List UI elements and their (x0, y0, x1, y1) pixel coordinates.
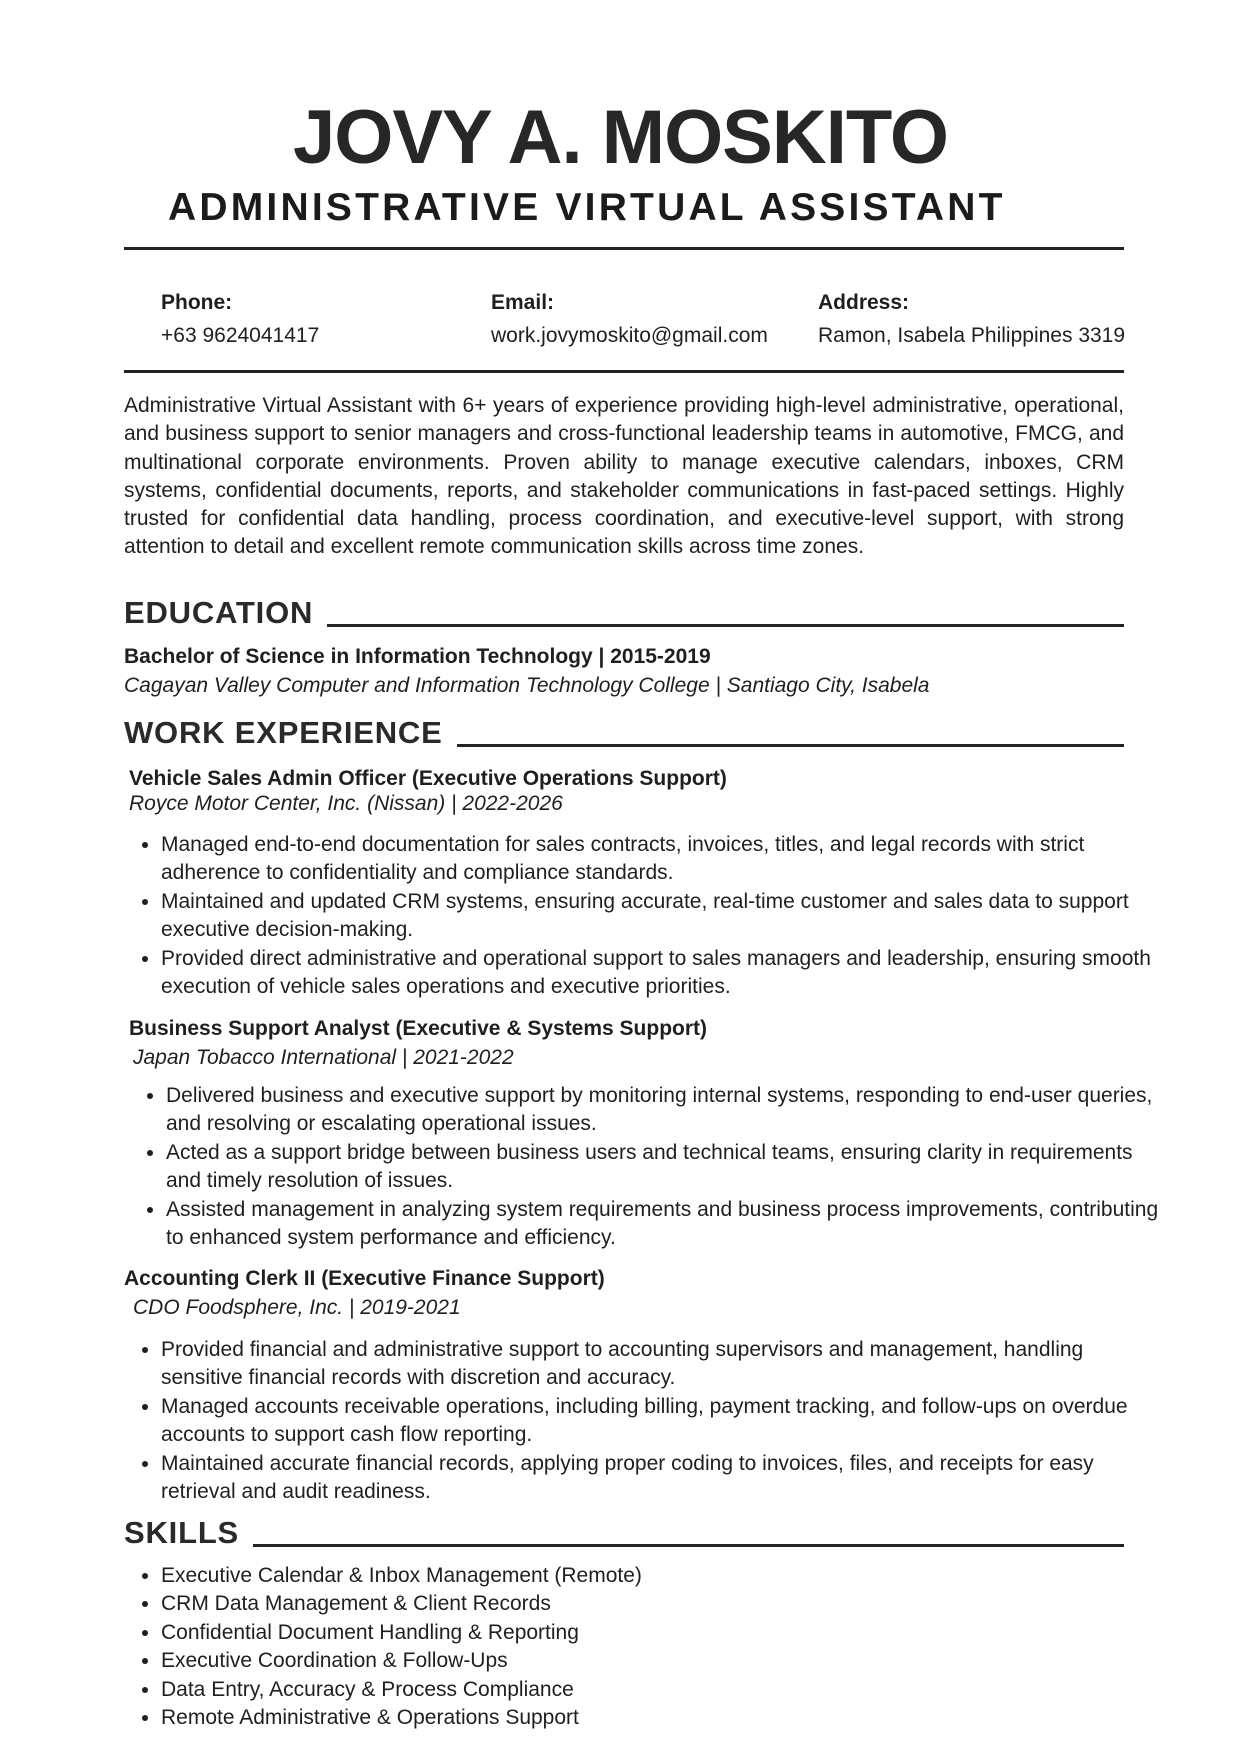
job-bullets (124, 831, 1151, 1001)
job-company: Royce Motor Center, Inc. (Nissan) | 2022-2026 (129, 792, 563, 815)
work-experience-title: WORK EXPERIENCE (124, 715, 443, 750)
contact-email (491, 286, 768, 352)
contact-address (818, 286, 1125, 352)
address-label: Address: (818, 291, 910, 314)
header-divider (124, 247, 1124, 250)
work-experience-heading (124, 715, 1124, 751)
skill-item: • Executive Calendar & Inbox Management (Remote) (161, 1562, 1151, 1590)
phone-label: Phone: (161, 291, 233, 314)
email-label: Email: (491, 291, 555, 314)
education-heading (124, 595, 1124, 631)
job-company: Japan Tobacco International | 2021-2022 (133, 1046, 514, 1069)
skills-heading (124, 1515, 1124, 1551)
skill-item: • Confidential Document Handling & Reporting (161, 1619, 1151, 1647)
list-item: • Delivered business and executive support by monitoring internal systems, responding to end-user queries, and resolving or escalating operational issues. (166, 1082, 1161, 1139)
contact-divider (124, 370, 1124, 373)
education-rule (327, 624, 1124, 627)
email-value: work.jovymoskito@gmail.com (491, 324, 768, 347)
education-entry (124, 642, 930, 700)
job-company: CDO Foodsphere, Inc. | 2019-2021 (133, 1296, 461, 1319)
list-item: • Maintained accurate financial records, applying proper coding to invoices, files, and receipts for easy retrieval and audit readiness. (161, 1450, 1151, 1507)
list-item: • Managed accounts receivable operations, including billing, payment tracking, and follow-ups on overdue accounts to support cash flow reporting. (161, 1393, 1151, 1450)
job-title: ADMINISTRATIVE VIRTUAL ASSISTANT (168, 186, 1006, 229)
job-entry (129, 764, 727, 815)
list-item: • Maintained and updated CRM systems, ensuring accurate, real-time customer and sales data to support executive decision-making. (161, 888, 1151, 945)
skill-item: • Data Entry, Accuracy & Process Compliance (161, 1676, 1151, 1704)
contact-phone (161, 286, 319, 352)
skills-list (124, 1562, 1151, 1732)
job-bullets (124, 1336, 1151, 1506)
skill-item: • Remote Administrative & Operations Support (161, 1704, 1151, 1732)
job-role: Accounting Clerk II (Executive Finance Support) (124, 1267, 605, 1290)
job-entry (129, 1014, 707, 1072)
skill-item: • CRM Data Management & Client Records (161, 1590, 1151, 1618)
job-entry (124, 1264, 605, 1322)
list-item: • Acted as a support bridge between business users and technical teams, ensuring clarity in requirements and timely resolution of issues. (166, 1139, 1161, 1196)
work-experience-rule (457, 744, 1124, 747)
list-item: • Managed end-to-end documentation for sales contracts, invoices, titles, and legal records with strict adherence to confidentiality and compliance standards. (161, 831, 1151, 888)
job-bullets (129, 1082, 1161, 1252)
professional-summary: Administrative Virtual Assistant with 6+ years of experience providing high-level administrative, operational, and business support to senior managers and cross-functional leadership teams in automotive, FMCG, and multinational corporate environments. Proven ability to manage executive calendars, inboxes, CRM systems, confidential documents, reports, and stakeholder communications in fast-paced settings. Highly trusted for confidential data handling, process coordination, and executive-level support, with strong attention to detail and excellent remote communication skills across time zones. (124, 394, 1124, 559)
list-item: • Provided financial and administrative support to accounting supervisors and management, handling sensitive financial records with discretion and accuracy. (161, 1336, 1151, 1393)
education-title: EDUCATION (124, 595, 314, 630)
skills-rule (253, 1544, 1124, 1547)
skill-item: • Executive Coordination & Follow-Ups (161, 1647, 1151, 1675)
skills-title: SKILLS (124, 1515, 240, 1550)
candidate-name: JOVY A. MOSKITO (292, 95, 949, 180)
job-role: Business Support Analyst (Executive & Systems Support) (129, 1017, 708, 1040)
degree: Bachelor of Science in Information Technology | 2015-2019 (124, 645, 711, 668)
address-value: Ramon, Isabela Philippines 3319 (818, 324, 1126, 347)
list-item: • Provided direct administrative and operational support to sales managers and leadership, ensuring smooth execution of vehicle sales operations and executive priorities. (161, 945, 1151, 1002)
job-role: Vehicle Sales Admin Officer (Executive Operations Support) (129, 767, 727, 790)
phone-value: +63 9624041417 (161, 324, 320, 347)
list-item: • Assisted management in analyzing system requirements and business process improvements, contributing to enhanced system performance and efficiency. (166, 1196, 1161, 1253)
school: Cagayan Valley Computer and Information Technology College | Santiago City, Isabela (124, 674, 930, 697)
